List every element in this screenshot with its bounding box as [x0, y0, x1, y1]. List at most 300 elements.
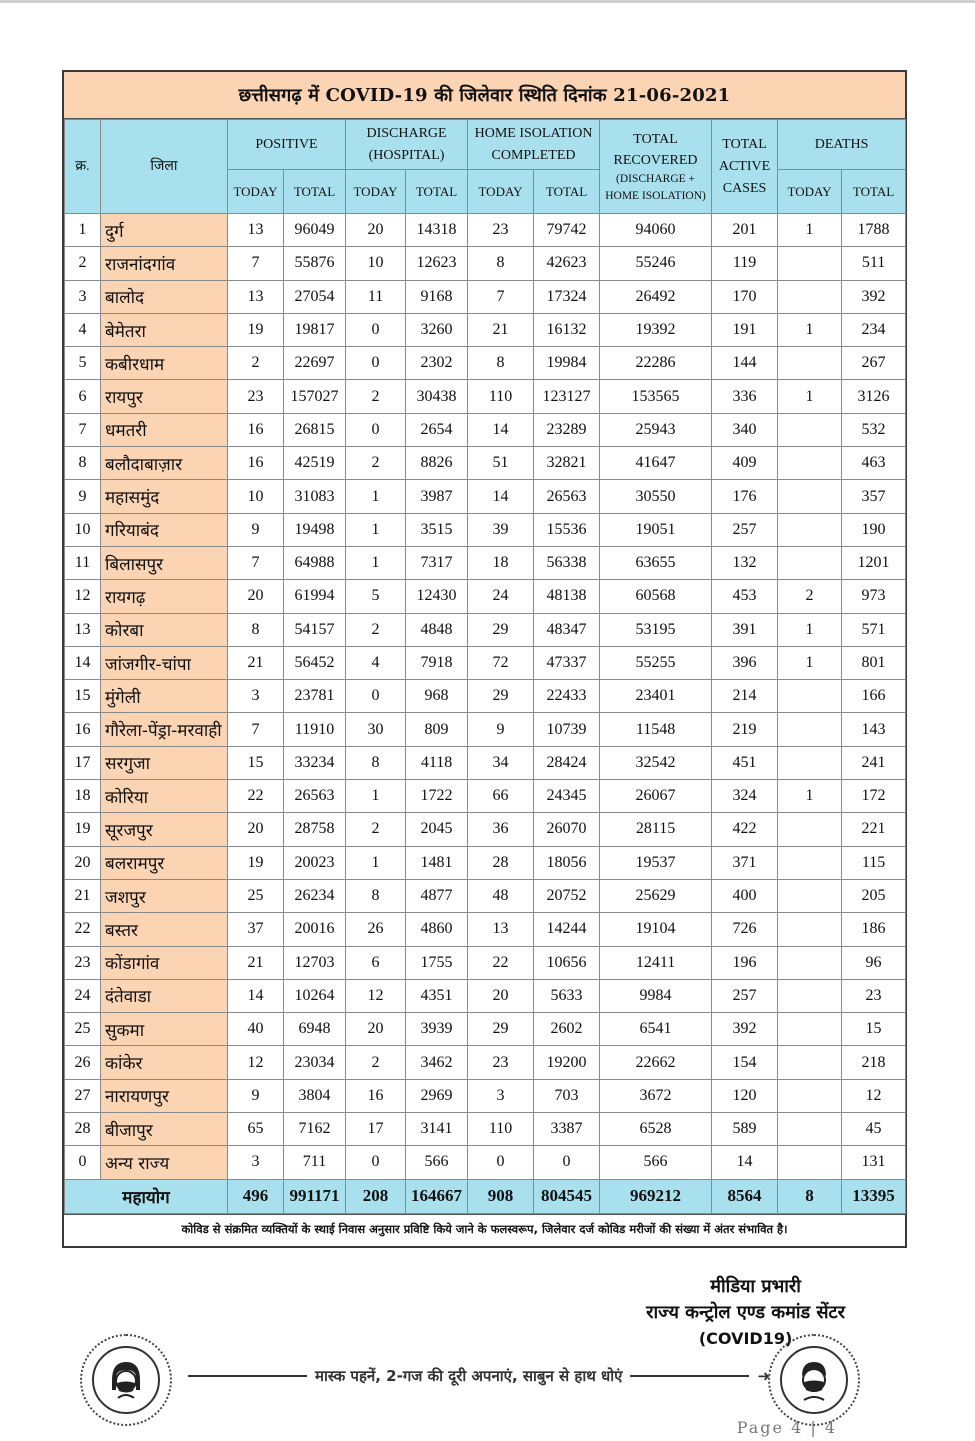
row-sr: 16 — [65, 713, 101, 746]
row-home-total: 26070 — [534, 813, 600, 846]
row-dis-today: 0 — [346, 347, 406, 380]
row-home-today: 28 — [468, 846, 534, 879]
row-pos-today: 9 — [228, 1079, 284, 1112]
row-sr: 1 — [65, 214, 101, 247]
table-row — [65, 214, 906, 247]
row-dis-today: 2 — [346, 813, 406, 846]
table-row — [65, 713, 906, 746]
row-district: दुर्ग — [101, 214, 228, 247]
row-death-total: 218 — [842, 1046, 906, 1079]
row-death-total: 511 — [842, 247, 906, 280]
row-pos-total: 96049 — [284, 214, 346, 247]
table-row — [65, 680, 906, 713]
row-dis-today: 1 — [346, 780, 406, 813]
row-dis-total: 9168 — [406, 280, 468, 313]
row-dis-total: 12430 — [406, 580, 468, 613]
row-death-total: 205 — [842, 879, 906, 912]
row-sr: 22 — [65, 913, 101, 946]
row-death-total: 166 — [842, 680, 906, 713]
row-active: 120 — [712, 1079, 778, 1112]
row-death-total: 23 — [842, 979, 906, 1012]
row-home-total: 17324 — [534, 280, 600, 313]
row-death-total: 463 — [842, 447, 906, 480]
district-table — [64, 119, 906, 1214]
row-recovered: 63655 — [600, 546, 712, 579]
row-pos-today: 16 — [228, 413, 284, 446]
row-sr: 15 — [65, 680, 101, 713]
row-recovered: 30550 — [600, 480, 712, 513]
row-home-today: 9 — [468, 713, 534, 746]
row-recovered: 55255 — [600, 646, 712, 679]
row-home-today: 24 — [468, 580, 534, 613]
row-pos-total: 20016 — [284, 913, 346, 946]
table-row — [65, 846, 906, 879]
row-home-total: 42623 — [534, 247, 600, 280]
active-header-line3: CASES — [722, 180, 767, 196]
row-dis-today: 0 — [346, 1146, 406, 1179]
row-death-total: 143 — [842, 713, 906, 746]
total-pos-total: 991171 — [284, 1179, 346, 1213]
row-pos-total: 11910 — [284, 713, 346, 746]
row-active: 154 — [712, 1046, 778, 1079]
row-death-total: 973 — [842, 580, 906, 613]
row-district: सुकमा — [101, 1013, 228, 1046]
right-dash — [630, 1375, 749, 1377]
row-home-today: 110 — [468, 380, 534, 413]
row-recovered: 55246 — [600, 247, 712, 280]
row-dis-today: 5 — [346, 580, 406, 613]
row-sr: 20 — [65, 846, 101, 879]
row-pos-today: 16 — [228, 447, 284, 480]
row-pos-today: 19 — [228, 313, 284, 346]
row-dis-today: 1 — [346, 513, 406, 546]
row-recovered: 9984 — [600, 979, 712, 1012]
row-death-today — [778, 280, 842, 313]
row-district: सरगुजा — [101, 746, 228, 779]
table-row — [65, 1146, 906, 1179]
row-district: बीजापुर — [101, 1113, 228, 1146]
safety-message: मास्क पहनें, 2-गज की दूरी अपनाएं, साबुन से हाथ धोएं — [315, 1367, 623, 1385]
row-recovered: 23401 — [600, 680, 712, 713]
row-home-today: 13 — [468, 913, 534, 946]
row-recovered: 12411 — [600, 946, 712, 979]
table-row — [65, 347, 906, 380]
table-row — [65, 546, 906, 579]
row-death-today: 1 — [778, 646, 842, 679]
row-home-today: 110 — [468, 1113, 534, 1146]
row-death-total: 172 — [842, 780, 906, 813]
row-active: 14 — [712, 1146, 778, 1179]
row-pos-today: 22 — [228, 780, 284, 813]
row-recovered: 25943 — [600, 413, 712, 446]
table-row — [65, 1079, 906, 1112]
row-death-total: 221 — [842, 813, 906, 846]
row-pos-total: 157027 — [284, 380, 346, 413]
row-pos-total: 26563 — [284, 780, 346, 813]
row-active: 589 — [712, 1113, 778, 1146]
row-district: धमतरी — [101, 413, 228, 446]
row-pos-total: 27054 — [284, 280, 346, 313]
recovered-header-line4: HOME ISOLATION) — [605, 189, 706, 202]
row-death-total: 241 — [842, 746, 906, 779]
row-home-today: 39 — [468, 513, 534, 546]
row-home-today: 21 — [468, 313, 534, 346]
row-home-total: 703 — [534, 1079, 600, 1112]
row-recovered: 32542 — [600, 746, 712, 779]
row-pos-total: 23781 — [284, 680, 346, 713]
row-home-total: 0 — [534, 1146, 600, 1179]
row-recovered: 28115 — [600, 813, 712, 846]
row-sr: 26 — [65, 1046, 101, 1079]
table-row — [65, 780, 906, 813]
row-dis-total: 1755 — [406, 946, 468, 979]
row-active: 371 — [712, 846, 778, 879]
row-dis-total: 3987 — [406, 480, 468, 513]
total-home-today: 908 — [468, 1179, 534, 1213]
row-death-today — [778, 746, 842, 779]
row-pos-total: 23034 — [284, 1046, 346, 1079]
row-recovered: 19051 — [600, 513, 712, 546]
row-active: 409 — [712, 447, 778, 480]
row-active: 400 — [712, 879, 778, 912]
row-home-total: 23289 — [534, 413, 600, 446]
row-pos-today: 3 — [228, 1146, 284, 1179]
row-pos-total: 19817 — [284, 313, 346, 346]
row-dis-today: 16 — [346, 1079, 406, 1112]
row-dis-today: 6 — [346, 946, 406, 979]
row-district: कोंडागांव — [101, 946, 228, 979]
row-death-total: 234 — [842, 313, 906, 346]
row-sr: 25 — [65, 1013, 101, 1046]
row-home-today: 14 — [468, 413, 534, 446]
district-rows — [65, 214, 906, 1180]
row-death-today — [778, 1113, 842, 1146]
row-sr: 21 — [65, 879, 101, 912]
home-today-header: TODAY — [468, 170, 534, 214]
row-district: बलरामपुर — [101, 846, 228, 879]
row-dis-today: 10 — [346, 247, 406, 280]
row-recovered: 94060 — [600, 214, 712, 247]
report-title: छत्तीसगढ़ में COVID-19 की जिलेवार स्थिति दिनांक 21-06-2021 — [64, 72, 905, 119]
row-recovered: 19537 — [600, 846, 712, 879]
row-dis-today: 2 — [346, 613, 406, 646]
left-dash — [188, 1375, 307, 1377]
row-sr: 17 — [65, 746, 101, 779]
positive-header: POSITIVE — [228, 120, 346, 170]
row-active: 324 — [712, 780, 778, 813]
death-today-header: TODAY — [778, 170, 842, 214]
row-active: 214 — [712, 680, 778, 713]
row-sr: 24 — [65, 979, 101, 1012]
row-dis-total: 2969 — [406, 1079, 468, 1112]
row-sr: 13 — [65, 613, 101, 646]
row-sr: 10 — [65, 513, 101, 546]
total-home-total: 804545 — [534, 1179, 600, 1213]
row-home-total: 18056 — [534, 846, 600, 879]
row-active: 726 — [712, 913, 778, 946]
row-pos-total: 56452 — [284, 646, 346, 679]
row-district: राजनांदगांव — [101, 247, 228, 280]
row-death-today — [778, 480, 842, 513]
row-death-today — [778, 513, 842, 546]
footnote: कोविड से संक्रमित व्यक्तियों के स्थाई निवास अनुसार प्रविष्टि किये जाने के फलस्वरूप, जिलेवार दर्ज कोविड मरीजों की संख्या में अंतर संभावित है। — [64, 1214, 905, 1243]
row-pos-total: 26815 — [284, 413, 346, 446]
row-death-today — [778, 680, 842, 713]
row-home-today: 36 — [468, 813, 534, 846]
row-home-today: 66 — [468, 780, 534, 813]
row-dis-total: 3462 — [406, 1046, 468, 1079]
row-dis-today: 0 — [346, 413, 406, 446]
row-home-today: 20 — [468, 979, 534, 1012]
row-pos-today: 13 — [228, 214, 284, 247]
row-active: 257 — [712, 513, 778, 546]
home-isolation-header — [468, 120, 600, 170]
row-active: 392 — [712, 1013, 778, 1046]
row-pos-total: 20023 — [284, 846, 346, 879]
row-active: 144 — [712, 347, 778, 380]
row-death-today — [778, 347, 842, 380]
grand-total-row — [65, 1179, 906, 1213]
row-dis-total: 3515 — [406, 513, 468, 546]
row-death-today — [778, 447, 842, 480]
row-pos-total: 31083 — [284, 480, 346, 513]
row-death-total: 3126 — [842, 380, 906, 413]
table-row — [65, 746, 906, 779]
row-pos-today: 3 — [228, 680, 284, 713]
row-pos-today: 15 — [228, 746, 284, 779]
row-recovered: 6541 — [600, 1013, 712, 1046]
row-pos-today: 23 — [228, 380, 284, 413]
row-home-total: 10739 — [534, 713, 600, 746]
row-home-total: 24345 — [534, 780, 600, 813]
row-sr: 28 — [65, 1113, 101, 1146]
row-death-total: 12 — [842, 1079, 906, 1112]
discharge-header-line1: DISCHARGE — [366, 125, 447, 141]
row-dis-today: 2 — [346, 1046, 406, 1079]
district-status-report — [62, 70, 907, 1248]
row-dis-total: 4351 — [406, 979, 468, 1012]
row-pos-total: 10264 — [284, 979, 346, 1012]
row-dis-today: 1 — [346, 846, 406, 879]
signature-line1: मीडिया प्रभारी — [710, 1276, 801, 1297]
row-death-today — [778, 1046, 842, 1079]
row-district: कोरिया — [101, 780, 228, 813]
row-dis-total: 1481 — [406, 846, 468, 879]
row-pos-today: 25 — [228, 879, 284, 912]
row-pos-today: 14 — [228, 979, 284, 1012]
row-pos-today: 9 — [228, 513, 284, 546]
row-sr: 27 — [65, 1079, 101, 1112]
row-home-today: 29 — [468, 680, 534, 713]
row-death-total: 267 — [842, 347, 906, 380]
row-recovered: 26067 — [600, 780, 712, 813]
row-district: गरियाबंद — [101, 513, 228, 546]
row-home-total: 14244 — [534, 913, 600, 946]
table-row — [65, 513, 906, 546]
row-death-total: 801 — [842, 646, 906, 679]
row-home-total: 79742 — [534, 214, 600, 247]
page-number: Page 4 | 4 — [736, 1418, 837, 1437]
row-recovered: 60568 — [600, 580, 712, 613]
row-death-today — [778, 713, 842, 746]
death-total-header: TOTAL — [842, 170, 906, 214]
row-death-total: 571 — [842, 613, 906, 646]
row-dis-today: 26 — [346, 913, 406, 946]
row-dis-today: 17 — [346, 1113, 406, 1146]
row-home-today: 72 — [468, 646, 534, 679]
row-dis-today: 2 — [346, 380, 406, 413]
table-row — [65, 1013, 906, 1046]
row-district: अन्य राज्य — [101, 1146, 228, 1179]
row-dis-today: 4 — [346, 646, 406, 679]
row-dis-total: 30438 — [406, 380, 468, 413]
row-district: रायपुर — [101, 380, 228, 413]
row-dis-today: 20 — [346, 214, 406, 247]
row-pos-today: 40 — [228, 1013, 284, 1046]
home-total-header: TOTAL — [534, 170, 600, 214]
row-dis-today: 8 — [346, 746, 406, 779]
row-active: 219 — [712, 713, 778, 746]
row-district: बिलासपुर — [101, 546, 228, 579]
row-pos-total: 61994 — [284, 580, 346, 613]
row-dis-total: 809 — [406, 713, 468, 746]
row-pos-today: 19 — [228, 846, 284, 879]
row-dis-total: 3141 — [406, 1113, 468, 1146]
row-sr: 6 — [65, 380, 101, 413]
row-active: 451 — [712, 746, 778, 779]
row-death-total: 96 — [842, 946, 906, 979]
row-death-total: 392 — [842, 280, 906, 313]
row-district: नारायणपुर — [101, 1079, 228, 1112]
row-death-total: 190 — [842, 513, 906, 546]
man-mask-icon — [768, 1334, 860, 1426]
row-sr: 18 — [65, 780, 101, 813]
woman-mask-icon — [80, 1334, 172, 1426]
row-pos-total: 33234 — [284, 746, 346, 779]
row-sr: 3 — [65, 280, 101, 313]
row-death-today — [778, 1013, 842, 1046]
district-header: जिला — [101, 120, 228, 214]
row-home-today: 18 — [468, 546, 534, 579]
row-dis-today: 1 — [346, 546, 406, 579]
row-pos-total: 55876 — [284, 247, 346, 280]
row-home-total: 5633 — [534, 979, 600, 1012]
row-dis-total: 7317 — [406, 546, 468, 579]
row-pos-total: 64988 — [284, 546, 346, 579]
row-pos-total: 12703 — [284, 946, 346, 979]
row-district: जांजगीर-चांपा — [101, 646, 228, 679]
row-home-today: 7 — [468, 280, 534, 313]
row-death-today — [778, 979, 842, 1012]
row-dis-today: 20 — [346, 1013, 406, 1046]
row-home-total: 19984 — [534, 347, 600, 380]
row-active: 132 — [712, 546, 778, 579]
table-row — [65, 879, 906, 912]
row-district: सूरजपुर — [101, 813, 228, 846]
total-dis-today: 208 — [346, 1179, 406, 1213]
row-pos-today: 20 — [228, 580, 284, 613]
row-death-total: 532 — [842, 413, 906, 446]
row-home-total: 15536 — [534, 513, 600, 546]
row-sr: 9 — [65, 480, 101, 513]
row-pos-total: 711 — [284, 1146, 346, 1179]
row-home-total: 48347 — [534, 613, 600, 646]
discharge-header-line2: (HOSPITAL) — [368, 147, 445, 163]
row-death-today: 2 — [778, 580, 842, 613]
active-header-line1: TOTAL — [722, 136, 767, 152]
total-death-total: 13395 — [842, 1179, 906, 1213]
sr-header: क्र. — [65, 120, 101, 214]
active-header — [712, 120, 778, 214]
row-pos-total: 42519 — [284, 447, 346, 480]
active-header-line2: ACTIVE — [718, 158, 771, 174]
row-home-total: 19200 — [534, 1046, 600, 1079]
arrow-right-icon: ➜ — [757, 1367, 771, 1385]
row-recovered: 3672 — [600, 1079, 712, 1112]
table-row — [65, 646, 906, 679]
row-district: बेमेतरा — [101, 313, 228, 346]
row-active: 119 — [712, 247, 778, 280]
row-home-total: 32821 — [534, 447, 600, 480]
row-death-today — [778, 1146, 842, 1179]
row-recovered: 25629 — [600, 879, 712, 912]
row-death-total: 1788 — [842, 214, 906, 247]
pos-total-header: TOTAL — [284, 170, 346, 214]
row-death-total: 115 — [842, 846, 906, 879]
row-recovered: 22286 — [600, 347, 712, 380]
row-sr: 11 — [65, 546, 101, 579]
row-pos-today: 21 — [228, 646, 284, 679]
row-recovered: 153565 — [600, 380, 712, 413]
row-district: दंतेवाडा — [101, 979, 228, 1012]
row-recovered: 41647 — [600, 447, 712, 480]
row-pos-total: 6948 — [284, 1013, 346, 1046]
row-home-today: 23 — [468, 214, 534, 247]
row-pos-today: 12 — [228, 1046, 284, 1079]
row-death-today: 1 — [778, 214, 842, 247]
row-dis-total: 4848 — [406, 613, 468, 646]
row-home-today: 8 — [468, 347, 534, 380]
table-row — [65, 913, 906, 946]
row-home-total: 2602 — [534, 1013, 600, 1046]
row-dis-total: 4860 — [406, 913, 468, 946]
row-pos-today: 7 — [228, 247, 284, 280]
row-pos-total: 22697 — [284, 347, 346, 380]
row-recovered: 6528 — [600, 1113, 712, 1146]
table-row — [65, 313, 906, 346]
row-pos-total: 7162 — [284, 1113, 346, 1146]
row-home-total: 48138 — [534, 580, 600, 613]
row-death-today — [778, 813, 842, 846]
row-district: कांकेर — [101, 1046, 228, 1079]
row-death-today — [778, 247, 842, 280]
row-district: जशपुर — [101, 879, 228, 912]
home-header-line1: HOME ISOLATION — [474, 125, 593, 141]
row-death-total: 357 — [842, 480, 906, 513]
grand-total-label: महायोग — [65, 1179, 228, 1213]
row-district: मुंगेली — [101, 680, 228, 713]
row-dis-total: 4877 — [406, 879, 468, 912]
row-dis-total: 968 — [406, 680, 468, 713]
row-dis-total: 12623 — [406, 247, 468, 280]
row-active: 391 — [712, 613, 778, 646]
row-home-today: 14 — [468, 480, 534, 513]
row-dis-today: 2 — [346, 447, 406, 480]
table-row — [65, 946, 906, 979]
row-death-today — [778, 1079, 842, 1112]
row-district: रायगढ़ — [101, 580, 228, 613]
row-sr: 8 — [65, 447, 101, 480]
